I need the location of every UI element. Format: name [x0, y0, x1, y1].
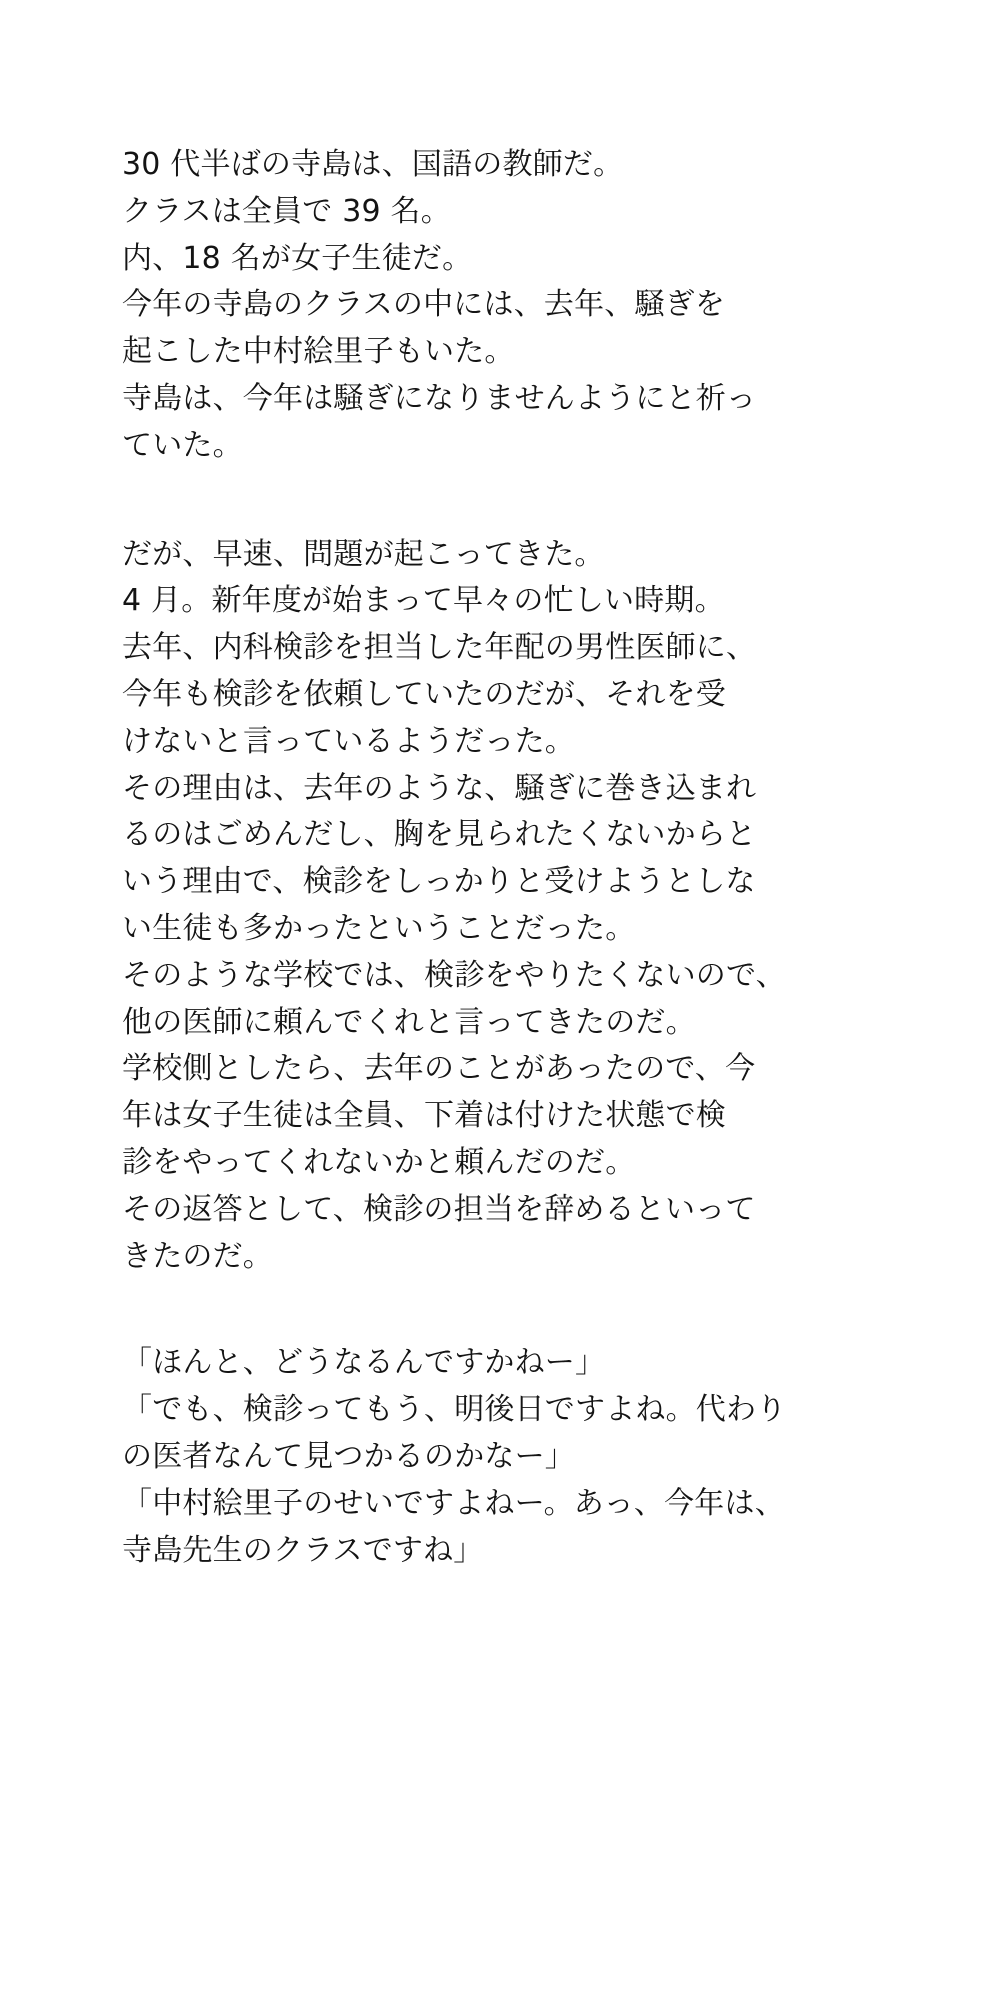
- text-line: 「中村絵里子のせいですよねー。あっ、今年は、: [122, 1485, 785, 1521]
- story-body: [122, 142, 880, 1574]
- text-line: 今年も検診を依頼していたのだが、それを受: [122, 676, 726, 712]
- text-line: 去年、内科検診を担当した年配の男性医師に、: [122, 630, 757, 666]
- text-line: 内、18 名が女子生徒だ。: [122, 240, 473, 276]
- text-line: だが、早速、問題が起こってきた。: [122, 536, 605, 572]
- text-line: 今年の寺島のクラスの中には、去年、騒ぎを: [122, 287, 726, 323]
- text-line: 「ほんと、どうなるんですかねー」: [122, 1345, 606, 1381]
- text-line: 30 代半ばの寺島は、国語の教師だ。: [122, 147, 624, 182]
- text-line: その理由は、去年のような、騒ぎに巻き込まれ: [122, 770, 757, 806]
- paragraph-3: [122, 1340, 880, 1574]
- text-line: 年は女子生徒は全員、下着は付けた状態で検: [122, 1098, 726, 1134]
- text-line: いう理由で、検診をしっかりと受けようとしな: [122, 864, 756, 900]
- text-line: 「でも、検診ってもう、明後日ですよね。代わり: [122, 1392, 787, 1428]
- text-line: 他の医師に頼んでくれと言ってきたのだ。: [122, 1004, 696, 1040]
- text-line: るのはごめんだし、胸を見られたくないからと: [122, 817, 757, 853]
- text-line: そのような学校では、検診をやりたくないので、: [122, 957, 786, 993]
- text-line: クラスは全員で 39 名。: [122, 193, 451, 229]
- text-line: きたのだ。: [122, 1238, 273, 1274]
- text-line: 4 月。新年度が始まって早々の忙しい時期。: [122, 583, 725, 619]
- text-line: 寺島は、今年は騒ぎになりませんようにと祈っ: [122, 380, 757, 416]
- paragraph-1: [122, 142, 880, 470]
- text-line: その返答として、検診の担当を辞めるといって: [122, 1191, 756, 1227]
- paragraph-spacer: [122, 470, 880, 532]
- paragraph-2: [122, 532, 880, 1281]
- text-line: ていた。: [122, 427, 243, 463]
- text-line: の医者なんて見つかるのかなー」: [122, 1438, 575, 1474]
- text-line: 起こした中村絵里子もいた。: [122, 334, 515, 370]
- paragraph-spacer: [122, 1280, 880, 1340]
- text-line: 寺島先生のクラスですね」: [122, 1532, 484, 1568]
- text-line: 診をやってくれないかと頼んだのだ。: [122, 1144, 636, 1180]
- text-line: 学校側としたら、去年のことがあったので、今: [122, 1051, 756, 1087]
- text-line: けないと言っているようだった。: [122, 723, 575, 759]
- text-line: い生徒も多かったということだった。: [122, 910, 636, 946]
